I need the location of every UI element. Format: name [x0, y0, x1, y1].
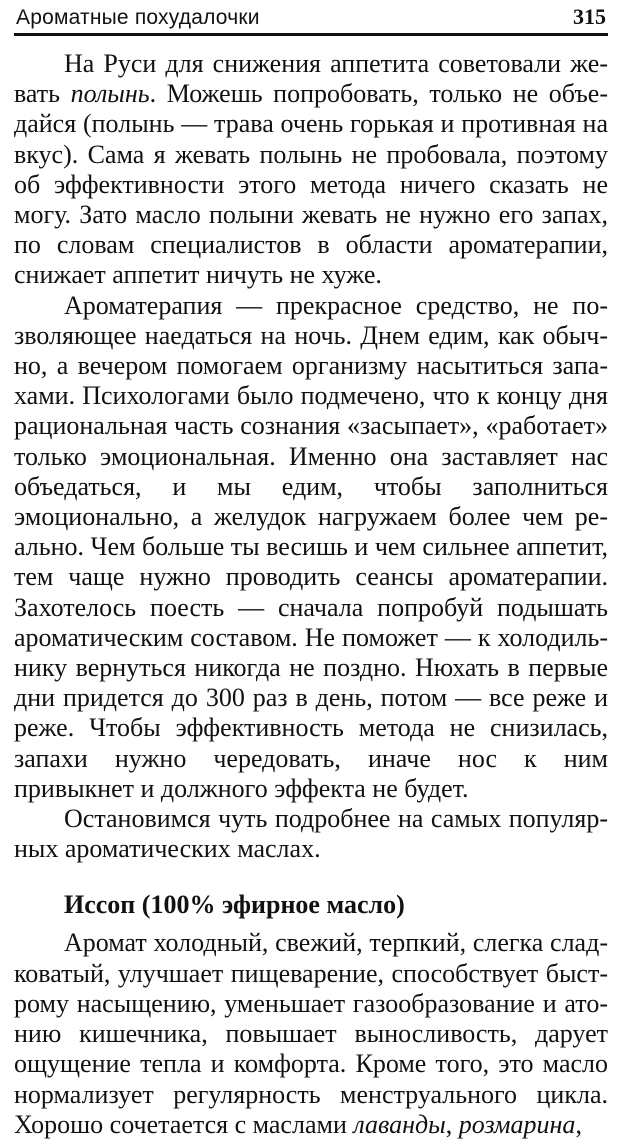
text-run: . Можешь попробовать, только не объедайся (полынь — трава очень горькая и противная на вкус). Сама я жевать полынь не пробовала, поэтому об эффективности этого метода ничего сказать не могу. Зато масло полыни жевать не нужно его запах, по словам специалистов в области ароматерапии, снижает аппетит ничуть не хуже.: [14, 79, 608, 290]
page-number: 315: [573, 4, 606, 29]
italic-term-lavender: лаванды: [353, 1109, 446, 1139]
running-head: Ароматные похудалочки: [16, 6, 260, 29]
text-run: На Руси для снижения аппетита советовали жевать: [14, 49, 608, 109]
italic-term-rosemary: розмарина: [458, 1109, 576, 1139]
italic-term-wormwood: полынь: [70, 79, 150, 109]
page-body: [14, 49, 608, 1140]
text-run: ,: [445, 1109, 459, 1139]
paragraph-popular-oils: Остановимся чуть подробнее на самых популярных ароматических маслах.: [14, 804, 608, 864]
paragraph-hyssop: [14, 928, 608, 1139]
text-run: ,: [575, 1109, 582, 1139]
page-header: [14, 0, 608, 36]
text-run: Аромат холодный, свежий, терпкий, слегка сладковатый, улучшает пищеварение, способствует быстрому насыщению, уменьшает газообразование и атонию кишечника, повышает выносливость, дарует ощущение тепла и комфорта. Кроме того, это масло нормализует регулярность менструального цикла. Хорошо сочетается с маслами: [14, 928, 608, 1139]
paragraph-aromatherapy: Ароматерапия — прекрасное средство, не позволяющее наедаться на ночь. Днем едим, как обычно, а вечером помогаем организму насытиться запахами. Психологами было подмечено, что к концу дня рациональная часть сознания «засыпает», «работает» только эмоциональная. Именно она заставляет нас объедаться, и мы едим, чтобы заполниться эмоционально, а желудок нагружаем более чем реально. Чем больше ты весишь и чем сильнее аппетит, тем чаще нужно проводить сеансы ароматерапии. Захотелось поесть — сначала попробуй подышать ароматическим составом. Не поможет — к холодильнику вернуться никогда не поздно. Нюхать в первые дни придется до 300 раз в день, потом — все реже и реже. Чтобы эффективность метода не снизилась, запахи нужно чередовать, иначе нос к ним привыкнет и должного эффекта не будет.: [14, 290, 608, 803]
section-heading-hyssop: Иссоп (100% эфирное масло): [64, 890, 405, 920]
paragraph-wormwood: [14, 49, 608, 291]
